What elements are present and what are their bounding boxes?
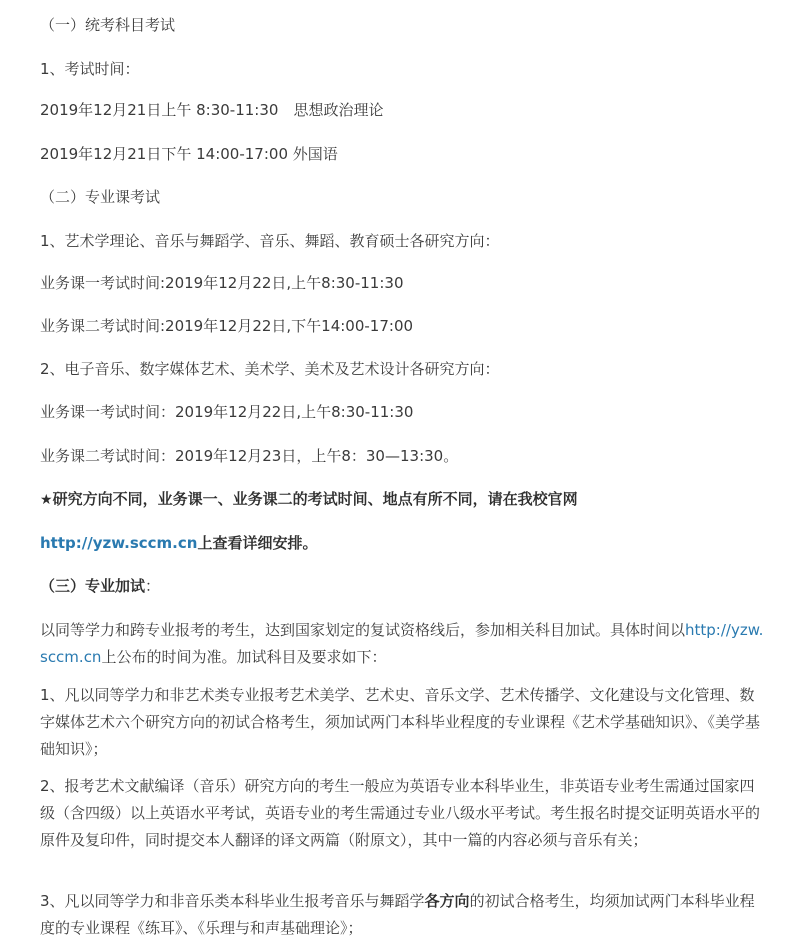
requirement-3 [40,888,765,942]
requirement-3-emphasis: 各方向 [424,892,470,910]
exam-time-politics: 2019年12月21日上午 8:30-11:30 思想政治理论 [40,101,384,119]
exam-time-label: 1、考试时间： [40,60,140,78]
official-site-link[interactable]: http://yzw.sccm.cn [40,534,198,552]
major-group-1-course-1-time: 业务课一考试时间:2019年12月22日,上午8:30-11:30 [40,274,404,292]
requirement-3-text-b: 的初试合格考生，均须加试两门本科毕业程度的专业课程《练耳》、《乐理与和声基础理论》； [40,892,755,937]
section-3-intro-text-b: 上公布的时间为准。加试科目及要求如下： [101,648,387,666]
star-icon: ★ [40,492,53,508]
notice-link-line [40,530,317,556]
requirement-1: 1、凡以同等学力和非艺术类专业报考艺术美学、艺术史、音乐文学、艺术传播学、文化建设与文化管理、数字媒体艺术六个研究方向的初试合格考生，须加试两门本科毕业程度的专业课程《艺术学基础知识》、《美学基础知识》； [40,686,761,758]
intro-site-link[interactable]: http://yzw.sccm.cn [40,621,764,666]
major-group-2: 2、电子音乐、数字媒体艺术、美术学、美术及艺术设计各研究方向： [40,360,500,378]
section-3-heading-text: （三）专业加试 [40,577,146,595]
section-2-heading: （二）专业课考试 [40,188,161,206]
major-group-2-course-1-time: 业务课一考试时间：2019年12月22日,上午8:30-11:30 [40,403,414,421]
exam-time-foreign-language: 2019年12月21日下午 14:00-17:00 外国语 [40,145,338,163]
section-3-heading-colon: ： [145,577,161,595]
notice-line [40,486,578,513]
notice-tail: 上查看详细安排。 [197,534,318,552]
requirement-3-text-a: 3、凡以同等学力和非音乐类本科毕业生报考音乐与舞蹈学 [40,892,425,910]
section-3-intro [40,617,765,671]
major-group-1-course-2-time: 业务课二考试时间:2019年12月22日,下午14:00-17:00 [40,317,414,335]
major-group-2-course-2-time: 业务课二考试时间：2019年12月23日，上午8：30—13:30。 [40,447,459,465]
major-group-1: 1、艺术学理论、音乐与舞蹈学、音乐、舞蹈、教育硕士各研究方向： [40,232,500,250]
section-3-heading [40,573,160,599]
section-1-heading: （一）统考科目考试 [40,16,176,34]
notice-text: 研究方向不同，业务课一、业务课二的考试时间、地点有所不同，请在我校官网 [52,490,578,508]
section-3-intro-text-a: 以同等学力和跨专业报考的考生，达到国家划定的复试资格线后，参加相关科目加试。具体时间以 [40,621,686,639]
requirement-2: 2、报考艺术文献编译（音乐）研究方向的考生一般应为英语专业本科毕业生，非英语专业考生需通过国家四级（含四级）以上英语水平考试，英语专业的考生需通过专业八级水平考试。考生报名时提交证明英语水平的原件及复印件，同时提交本人翻译的译文两篇（附原文），其中一篇的内容必须与音乐有关； [40,777,761,849]
